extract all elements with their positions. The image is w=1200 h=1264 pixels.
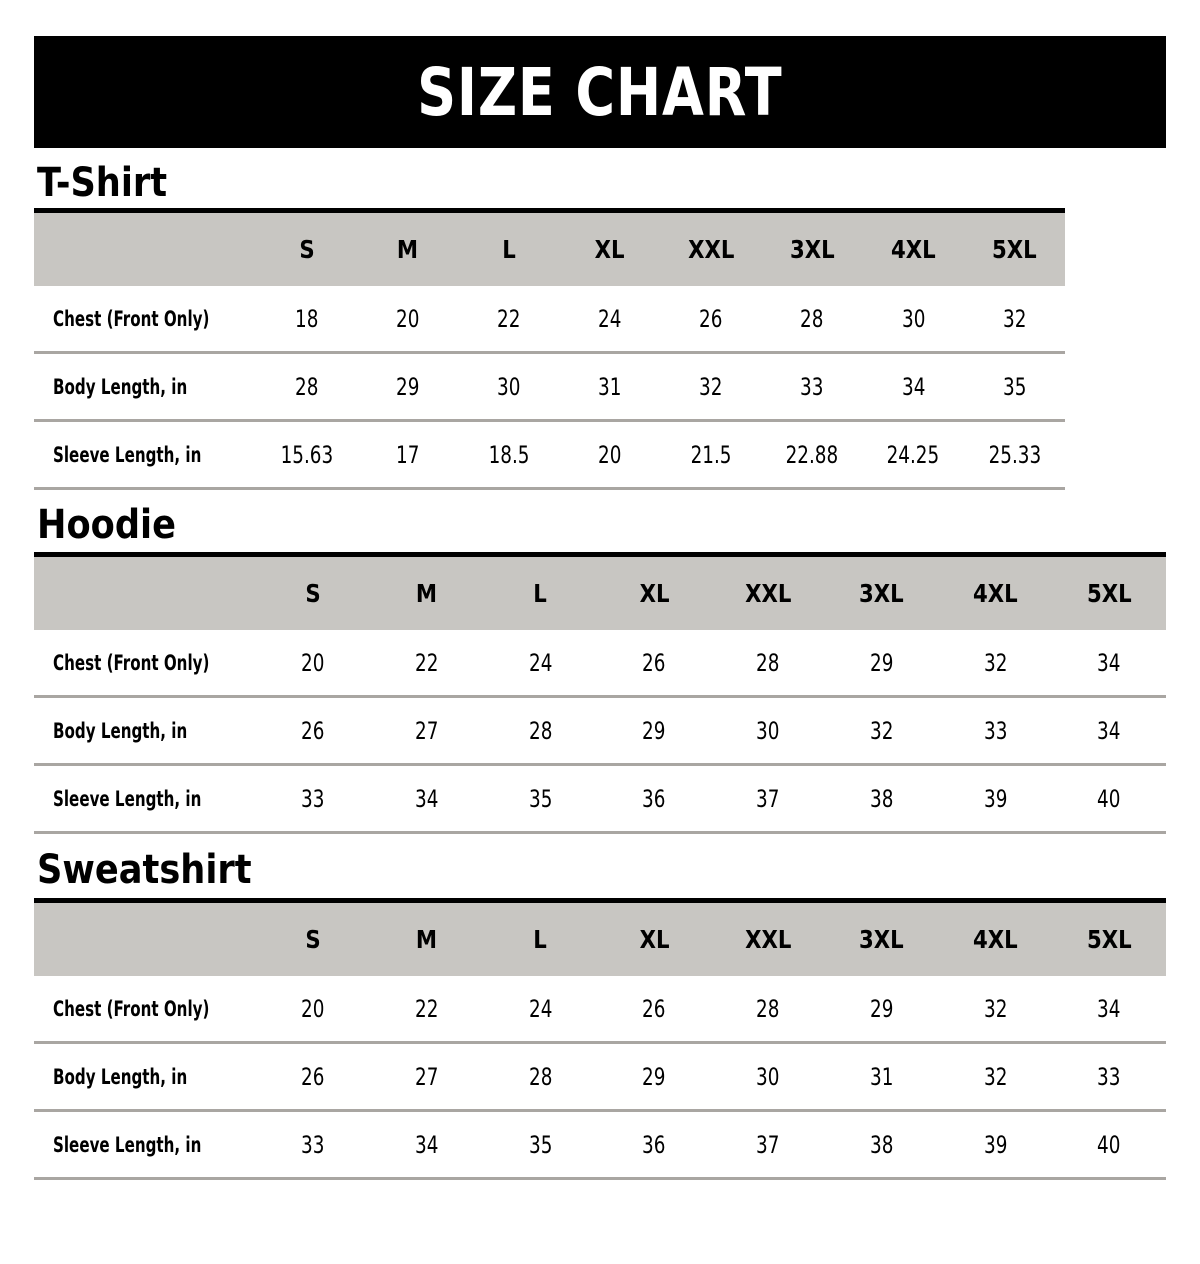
measurement-cell — [762, 286, 863, 353]
measurement-cell — [484, 1043, 598, 1111]
measurement-cell-text: 29 — [642, 716, 666, 745]
measurement-cell — [939, 697, 1053, 765]
measurement-cell — [597, 765, 711, 833]
measurement-cell — [661, 421, 762, 489]
header-blank-cell — [34, 903, 256, 976]
size-table-tshirt — [34, 213, 1065, 490]
size-header-5xl — [1052, 557, 1166, 630]
measurement-cell — [484, 1111, 598, 1179]
size-header-xl-text: XL — [594, 235, 625, 264]
measurement-cell — [711, 1043, 825, 1111]
measurement-cell-text: 40 — [1097, 784, 1121, 813]
size-header-row — [34, 213, 1065, 286]
measurement-cell-text: 35 — [1002, 372, 1027, 401]
size-header-5xl — [964, 213, 1065, 286]
measurement-cell-text: 30 — [756, 716, 780, 745]
measurement-cell — [559, 286, 660, 353]
measurement-cell-text: 18 — [294, 304, 319, 333]
measurement-cell — [825, 697, 939, 765]
size-header-xl-text: XL — [639, 579, 670, 608]
measurement-cell — [370, 697, 484, 765]
measurement-cell-text: 30 — [756, 1062, 780, 1091]
row-label-text: Body Length, in — [53, 374, 188, 399]
measurement-cell-text: 30 — [497, 372, 521, 401]
measurement-cell-text: 28 — [294, 372, 319, 401]
measurement-cell-text: 22 — [497, 304, 521, 333]
measurement-cell — [370, 630, 484, 697]
size-header-3xl-text: 3XL — [859, 579, 904, 608]
row-label-text: Sleeve Length, in — [53, 1132, 202, 1157]
measurement-cell-text: 22 — [414, 994, 439, 1023]
measurement-cell-text: 37 — [756, 1130, 780, 1159]
size-header-5xl-text: 5XL — [992, 235, 1037, 264]
measurement-cell-text: 33 — [800, 372, 824, 401]
measurement-cell-text: 29 — [869, 648, 894, 677]
measurement-cell — [458, 286, 559, 353]
measurement-cell — [964, 353, 1065, 421]
size-header-4xl — [939, 903, 1053, 976]
section-title-tshirt: T-Shirt — [37, 160, 168, 206]
row-label — [34, 421, 256, 489]
row-label — [34, 697, 256, 765]
row-label-text: Chest (Front Only) — [53, 996, 210, 1021]
size-table-sweatshirt — [34, 903, 1166, 1180]
row-label-text: Sleeve Length, in — [53, 786, 202, 811]
measurement-cell — [825, 976, 939, 1043]
measurement-cell — [1052, 1043, 1166, 1111]
measurement-row — [34, 976, 1166, 1043]
size-header-5xl-text: 5XL — [1086, 579, 1132, 608]
measurement-cell-text: 34 — [1097, 716, 1121, 745]
measurement-cell-text: 29 — [642, 1062, 666, 1091]
measurement-cell — [357, 353, 458, 421]
measurement-cell — [484, 765, 598, 833]
size-header-4xl-text: 4XL — [890, 235, 936, 264]
size-header-3xl — [762, 213, 863, 286]
size-header-s — [256, 557, 370, 630]
measurement-cell — [256, 976, 370, 1043]
measurement-cell — [1052, 1111, 1166, 1179]
measurement-cell-text: 26 — [642, 994, 666, 1023]
measurement-cell-text: 36 — [642, 1130, 666, 1159]
header-blank-cell — [34, 213, 256, 286]
size-header-l — [484, 557, 598, 630]
measurement-cell-text: 24 — [528, 648, 553, 677]
row-label — [34, 353, 256, 421]
size-table-hoodie — [34, 557, 1166, 834]
measurement-cell-text: 28 — [528, 1062, 553, 1091]
measurement-cell — [357, 421, 458, 489]
title-banner — [34, 36, 1166, 148]
measurement-cell — [597, 1043, 711, 1111]
size-header-m — [357, 213, 458, 286]
measurement-cell — [863, 286, 964, 353]
measurement-row — [34, 1043, 1166, 1111]
size-header-xxl-text: XXL — [744, 925, 792, 954]
measurement-cell-text: 38 — [869, 1130, 894, 1159]
row-label-text: Chest (Front Only) — [53, 306, 210, 331]
size-header-xl — [559, 213, 660, 286]
measurement-row — [34, 1111, 1166, 1179]
measurement-cell-text: 28 — [756, 994, 780, 1023]
measurement-cell-text: 20 — [598, 440, 622, 469]
measurement-cell — [458, 353, 559, 421]
measurement-cell-text: 21.5 — [690, 440, 732, 469]
measurement-cell — [597, 976, 711, 1043]
measurement-cell — [256, 630, 370, 697]
measurement-cell-text: 20 — [301, 648, 325, 677]
measurement-cell — [256, 286, 357, 353]
measurement-cell-text: 27 — [414, 1062, 439, 1091]
measurement-cell — [964, 286, 1065, 353]
size-header-3xl-text: 3XL — [859, 925, 904, 954]
row-label-text: Body Length, in — [53, 718, 188, 743]
measurement-cell — [256, 1111, 370, 1179]
measurement-cell-text: 17 — [396, 440, 420, 469]
measurement-cell-text: 29 — [396, 372, 420, 401]
size-header-5xl — [1052, 903, 1166, 976]
row-label — [34, 765, 256, 833]
measurement-cell-text: 29 — [869, 994, 894, 1023]
measurement-cell-text: 31 — [869, 1062, 894, 1091]
measurement-cell — [711, 765, 825, 833]
measurement-cell — [370, 1111, 484, 1179]
size-header-l-text: L — [533, 579, 548, 608]
measurement-cell — [711, 630, 825, 697]
measurement-cell — [597, 630, 711, 697]
section-title-sweatshirt: Sweatshirt — [37, 847, 252, 893]
measurement-cell — [1052, 630, 1166, 697]
size-header-xxl — [711, 903, 825, 976]
size-header-xl — [597, 557, 711, 630]
measurement-cell-text: 33 — [301, 1130, 325, 1159]
measurement-cell — [939, 1111, 1053, 1179]
measurement-cell — [484, 630, 598, 697]
measurement-cell — [964, 421, 1065, 489]
measurement-cell-text: 34 — [414, 1130, 439, 1159]
measurement-cell — [939, 976, 1053, 1043]
size-header-s — [256, 903, 370, 976]
measurement-cell-text: 34 — [1097, 648, 1121, 677]
size-header-4xl — [863, 213, 964, 286]
size-header-xxl — [711, 557, 825, 630]
measurement-cell-text: 33 — [301, 784, 325, 813]
measurement-row — [34, 353, 1065, 421]
measurement-cell — [256, 697, 370, 765]
measurement-cell — [825, 1043, 939, 1111]
measurement-cell-text: 26 — [642, 648, 666, 677]
section-title-hoodie: Hoodie — [37, 502, 176, 548]
measurement-cell — [825, 1111, 939, 1179]
size-header-row — [34, 557, 1166, 630]
size-header-m — [370, 903, 484, 976]
measurement-cell — [484, 976, 598, 1043]
measurement-cell-text: 39 — [983, 1130, 1008, 1159]
size-header-s-text: S — [298, 235, 315, 264]
measurement-cell-text: 32 — [983, 1062, 1008, 1091]
measurement-cell-text: 35 — [528, 784, 553, 813]
measurement-cell-text: 26 — [301, 716, 325, 745]
size-header-l — [484, 903, 598, 976]
size-header-s — [256, 213, 357, 286]
measurement-cell — [1052, 765, 1166, 833]
measurement-cell — [939, 1043, 1053, 1111]
measurement-cell — [256, 765, 370, 833]
measurement-cell — [458, 421, 559, 489]
measurement-cell — [939, 765, 1053, 833]
size-header-xxl-text: XXL — [687, 235, 735, 264]
measurement-cell — [711, 697, 825, 765]
size-header-4xl-text: 4XL — [973, 925, 1018, 954]
measurement-cell-text: 40 — [1097, 1130, 1121, 1159]
row-label — [34, 976, 256, 1043]
measurement-cell-text: 32 — [983, 648, 1008, 677]
measurement-cell — [559, 421, 660, 489]
measurement-cell-text: 32 — [869, 716, 894, 745]
measurement-cell — [597, 697, 711, 765]
measurement-cell — [370, 976, 484, 1043]
measurement-cell-text: 28 — [756, 648, 780, 677]
measurement-cell-text: 36 — [642, 784, 666, 813]
measurement-cell — [597, 1111, 711, 1179]
page-title: SIZE CHART — [417, 53, 783, 131]
measurement-cell-text: 22.88 — [785, 440, 839, 469]
size-header-xl — [597, 903, 711, 976]
measurement-cell-text: 26 — [699, 304, 723, 333]
measurement-cell — [256, 421, 357, 489]
measurement-row — [34, 697, 1166, 765]
measurement-cell — [370, 765, 484, 833]
size-header-3xl-text: 3XL — [789, 235, 835, 264]
measurement-cell-text: 18.5 — [488, 440, 530, 469]
measurement-cell — [661, 353, 762, 421]
measurement-row — [34, 286, 1065, 353]
measurement-cell — [762, 421, 863, 489]
measurement-cell — [825, 765, 939, 833]
measurement-cell-text: 32 — [1002, 304, 1027, 333]
measurement-cell-text: 34 — [414, 784, 439, 813]
measurement-cell — [256, 1043, 370, 1111]
size-header-4xl — [939, 557, 1053, 630]
measurement-cell-text: 20 — [396, 304, 420, 333]
measurement-cell — [711, 976, 825, 1043]
measurement-cell-text: 33 — [983, 716, 1008, 745]
measurement-cell-text: 34 — [1097, 994, 1121, 1023]
measurement-cell-text: 27 — [414, 716, 439, 745]
size-header-3xl — [825, 903, 939, 976]
header-blank-cell — [34, 557, 256, 630]
size-header-s-text: S — [305, 579, 321, 608]
measurement-cell — [484, 697, 598, 765]
measurement-cell — [711, 1111, 825, 1179]
measurement-cell-text: 24.25 — [887, 440, 940, 469]
measurement-cell-text: 31 — [598, 372, 622, 401]
size-header-m — [370, 557, 484, 630]
size-header-xxl — [661, 213, 762, 286]
size-header-s-text: S — [305, 925, 321, 954]
measurement-cell-text: 15.63 — [280, 440, 333, 469]
size-header-3xl — [825, 557, 939, 630]
measurement-cell-text: 32 — [983, 994, 1008, 1023]
measurement-cell — [863, 421, 964, 489]
size-header-l — [458, 213, 559, 286]
measurement-cell-text: 22 — [414, 648, 439, 677]
row-label-text: Chest (Front Only) — [53, 650, 210, 675]
size-header-4xl-text: 4XL — [973, 579, 1018, 608]
measurement-cell-text: 38 — [869, 784, 894, 813]
measurement-cell-text: 24 — [598, 304, 622, 333]
measurement-cell — [939, 630, 1053, 697]
row-label — [34, 630, 256, 697]
measurement-cell — [825, 630, 939, 697]
measurement-cell-text: 24 — [528, 994, 553, 1023]
size-header-xl-text: XL — [639, 925, 670, 954]
measurement-cell — [357, 286, 458, 353]
measurement-cell-text: 33 — [1097, 1062, 1121, 1091]
measurement-cell-text: 30 — [901, 304, 925, 333]
measurement-cell-text: 39 — [983, 784, 1008, 813]
row-label — [34, 1043, 256, 1111]
measurement-row — [34, 765, 1166, 833]
size-header-xxl-text: XXL — [744, 579, 792, 608]
size-header-l-text: L — [502, 235, 516, 264]
row-label-text: Body Length, in — [53, 1064, 188, 1089]
measurement-row — [34, 630, 1166, 697]
measurement-cell-text: 32 — [699, 372, 723, 401]
measurement-cell-text: 28 — [528, 716, 553, 745]
measurement-cell — [256, 353, 357, 421]
size-header-m-text: M — [397, 235, 419, 264]
measurement-cell-text: 37 — [756, 784, 780, 813]
measurement-cell-text: 35 — [528, 1130, 553, 1159]
row-label — [34, 286, 256, 353]
row-label-text: Sleeve Length, in — [53, 442, 202, 467]
measurement-cell — [1052, 697, 1166, 765]
measurement-cell-text: 25.33 — [988, 440, 1041, 469]
measurement-cell — [370, 1043, 484, 1111]
row-label — [34, 1111, 256, 1179]
measurement-cell — [762, 353, 863, 421]
measurement-row — [34, 421, 1065, 489]
size-header-5xl-text: 5XL — [1086, 925, 1132, 954]
measurement-cell — [661, 286, 762, 353]
size-header-m-text: M — [416, 925, 438, 954]
size-header-m-text: M — [416, 579, 438, 608]
size-header-l-text: L — [533, 925, 548, 954]
size-header-row — [34, 903, 1166, 976]
measurement-cell — [863, 353, 964, 421]
measurement-cell-text: 20 — [301, 994, 325, 1023]
measurement-cell-text: 34 — [901, 372, 925, 401]
measurement-cell-text: 28 — [800, 304, 824, 333]
measurement-cell — [1052, 976, 1166, 1043]
measurement-cell-text: 26 — [301, 1062, 325, 1091]
measurement-cell — [559, 353, 660, 421]
